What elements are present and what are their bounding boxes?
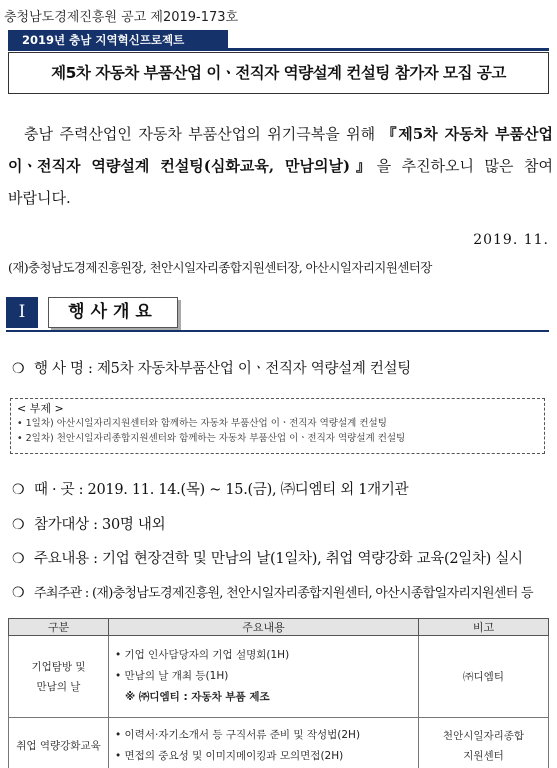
company-note: ※ ㈜디엠티 : 자동차 부품 제조 — [125, 691, 270, 703]
note-text: 천안시일자리종합 — [442, 729, 525, 742]
note-cell — [419, 636, 549, 718]
participants-text: 참가대상 : 30명 내외 — [34, 517, 166, 533]
event-name-text: 행 사 명 : 제5차 자동차부품산업 이ㆍ전직자 역량설계 컨설팅 — [34, 361, 411, 377]
table-row — [9, 636, 549, 718]
project-tab: 2019년 충남 지역혁신프로젝트 — [8, 30, 228, 48]
overview-host — [12, 582, 533, 601]
content-item: • 만남의 날 개최 등(1H) — [115, 670, 229, 682]
section-divider — [6, 330, 549, 332]
column-header: 주요내용 — [109, 619, 419, 636]
content-item: • 기업 인사담당자의 기업 설명회(1H) — [115, 649, 290, 661]
subtitle-box — [10, 398, 545, 454]
notice-number: 충청남도경제진흥원 공고 제2019-173호 — [4, 10, 239, 25]
subtitle-item: • 2일차) 천안시일자리종합지원센터와 함께하는 자동차 부품산업 이ㆍ전직자 역량설계 컨설팅 — [17, 433, 406, 444]
subtitle-item: • 1일차) 아산시일자리지원센터와 함께하는 자동차 부품산업 이ㆍ전직자 역량설계 컨설팅 — [17, 418, 387, 429]
category-text: 만남의 날 — [36, 680, 81, 693]
circle-bullet-icon: ❍ — [12, 551, 25, 567]
circle-bullet-icon: ❍ — [12, 517, 25, 533]
note-cell — [419, 718, 549, 768]
table-row — [9, 718, 549, 768]
page-title: 제5차 자동차 부품산업 이ㆍ전직자 역량설계 컨설팅 참가자 모집 공고 — [8, 52, 549, 94]
overview-event-name — [12, 357, 411, 378]
overview-participants — [12, 513, 165, 534]
organizers-signature: (재)충청남도경제진흥원장, 천안시일자리종합지원센터장, 아산시일자리지원센터장 — [8, 260, 432, 275]
intro-program-name: 『제5차 자동차 부품산업 이ㆍ전직자 역량설계 컨설팅(심화교육, 만남의날)』 — [8, 125, 554, 175]
announcement-date: 2019. 11. — [473, 232, 549, 248]
contents-cell — [109, 718, 419, 768]
when-where-text: 때 · 곳 : 2019. 11. 14.(목) ~ 15.(금), ㈜디엠티 외 1개기관 — [34, 482, 409, 498]
column-header: 구분 — [9, 619, 109, 636]
content-item: • 이력서·자기소개서 등 구직서류 준비 및 작성법(2H) — [115, 728, 361, 741]
project-tab-underline — [8, 48, 549, 51]
column-header: 비고 — [419, 619, 549, 636]
circle-bullet-icon: ❍ — [12, 361, 25, 377]
subtitle-label: < 부제 > — [17, 402, 64, 415]
host-text: 주최주관 : (재)충청남도경제진흥원, 천안시일자리종합지원센터, 아산시종합일자리지원센터 등 — [34, 586, 533, 601]
intro-text-end: 을 추진하오니 많은 참여 바랍니다. — [8, 157, 553, 207]
intro-paragraph — [8, 118, 553, 214]
table-header-row — [9, 619, 549, 636]
section-title: 행사개요 — [48, 297, 178, 328]
schedule-table — [8, 618, 549, 768]
note-text: 지원센터 — [463, 749, 504, 762]
intro-text-start: 충남 주력산업인 자동차 부품산업의 위기극복을 위해 — [24, 125, 382, 143]
main-content-text: 주요내용 : 기업 현장견학 및 만남의 날(1일차), 취업 역량강화 교육(2일차) 실시 — [34, 551, 523, 567]
category-text: 기업탐방 및 — [31, 660, 86, 673]
contents-cell — [109, 636, 419, 718]
section-number: I — [6, 297, 38, 328]
category-cell — [9, 718, 109, 768]
overview-when-where — [12, 478, 408, 499]
content-item: • 면접의 중요성 및 이미지메이킹과 모의면접(2H) — [115, 749, 344, 762]
category-text: 취업 역량강화교육 — [16, 739, 101, 752]
circle-bullet-icon: ❍ — [12, 482, 25, 498]
category-cell — [9, 636, 109, 718]
note-text: ㈜디엠티 — [463, 670, 504, 683]
circle-bullet-icon: ❍ — [12, 585, 24, 601]
overview-main-content — [12, 547, 523, 568]
